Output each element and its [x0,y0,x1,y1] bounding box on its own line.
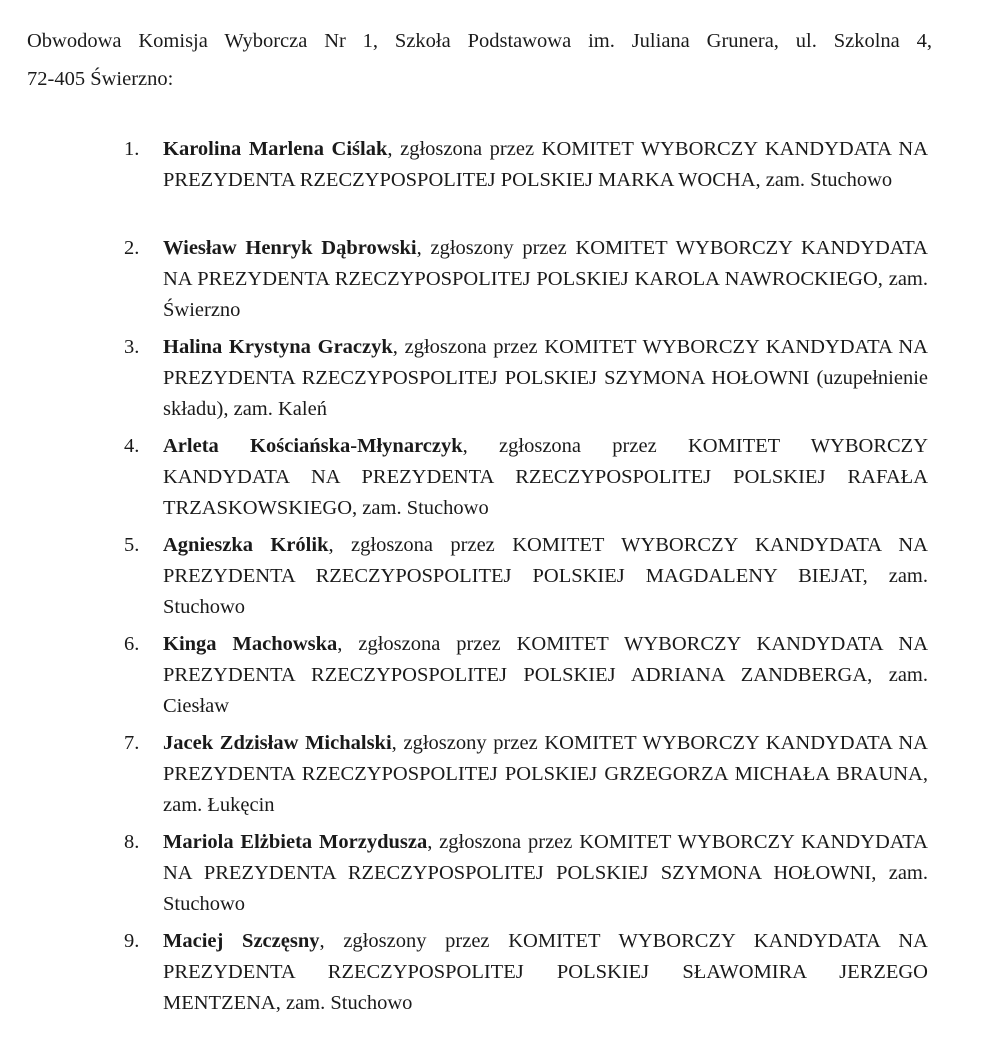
list-item-number: 3. [124,336,140,358]
list-item-number: 5. [124,534,140,556]
list-item [0,728,1000,827]
list-item-text [163,332,928,425]
candidate-details: , zgłoszona przez KOMITET WYBORCZY KANDYDATA NA PREZYDENTA RZECZYPOSPOLITEJ POLSKIEJ SZYMONA HOŁOWNI (uzupełnienie składu), zam. Kaleń [163,336,928,420]
candidate-name: Mariola Elżbieta Morzydusza [163,831,428,853]
candidate-details: , zgłoszony przez KOMITET WYBORCZY KANDYDATA NA PREZYDENTA RZECZYPOSPOLITEJ POLSKIEJ KAROLA NAWROCKIEGO, zam. Świerzno [163,237,928,321]
list-item-text [163,134,928,196]
candidate-name: Halina Krystyna Graczyk [163,336,393,358]
candidate-details: , zgłoszona przez KOMITET WYBORCZY KANDYDATA NA PREZYDENTA RZECZYPOSPOLITEJ POLSKIEJ MARKA WOCHA, zam. Stuchowo [163,138,928,191]
candidate-name: Maciej Szczęsny [163,930,320,952]
list-item [0,926,1000,1025]
list-item-number: 2. [124,237,140,259]
candidate-details: , zgłoszony przez KOMITET WYBORCZY KANDYDATA NA PREZYDENTA RZECZYPOSPOLITEJ POLSKIEJ GRZEGORZA MICHAŁA BRAUNA, zam. Łukęcin [163,732,928,816]
list-item-text [163,233,928,326]
candidate-name: Agnieszka Królik [163,534,329,556]
list-item-text [163,827,928,920]
candidate-details: , zgłoszona przez KOMITET WYBORCZY KANDYDATA NA PREZYDENTA RZECZYPOSPOLITEJ POLSKIEJ RAFAŁA TRZASKOWSKIEGO, zam. Stuchowo [163,435,929,519]
list-item-number: 1. [124,138,140,160]
list-item [0,629,1000,728]
candidate-name: Karolina Marlena Ciślak [163,138,388,160]
list-item [0,332,1000,431]
list-item [0,134,1000,233]
candidate-details: , zgłoszony przez KOMITET WYBORCZY KANDYDATA NA PREZYDENTA RZECZYPOSPOLITEJ POLSKIEJ SŁAWOMIRA JERZEGO MENTZENA, zam. Stuchowo [163,930,928,1014]
list-item-text [163,431,928,524]
list-item-number: 6. [124,633,140,655]
candidate-name: Jacek Zdzisław Michalski [163,732,392,754]
list-item-number: 8. [124,831,140,853]
list-item-text [163,530,928,623]
list-item-number: 4. [124,435,140,457]
candidate-name: Wiesław Henryk Dąbrowski [163,237,417,259]
candidate-name: Kinga Machowska [163,633,338,655]
list-item-text [163,926,928,1019]
commission-address-line-2: 72-405 Świerzno: [27,68,174,90]
list-item [0,431,1000,530]
list-item-text [163,728,928,821]
candidate-details: , zgłoszona przez KOMITET WYBORCZY KANDYDATA NA PREZYDENTA RZECZYPOSPOLITEJ POLSKIEJ ADRIANA ZANDBERGA, zam. Ciesław [163,633,928,717]
candidate-details: , zgłoszona przez KOMITET WYBORCZY KANDYDATA NA PREZYDENTA RZECZYPOSPOLITEJ POLSKIEJ SZYMONA HOŁOWNI, zam. Stuchowo [163,831,928,915]
list-item [0,530,1000,629]
candidate-name: Arleta Kościańska-Młynarczyk [163,435,463,457]
list-item [0,233,1000,332]
list-item-text [163,629,928,722]
candidate-list [0,134,1000,1025]
commission-address [27,22,932,98]
list-item-number: 9. [124,930,140,952]
commission-address-line-1: Obwodowa Komisja Wyborcza Nr 1, Szkoła Podstawowa im. Juliana Grunera, ul. Szkolna 4, [27,30,932,52]
list-item [0,827,1000,926]
candidate-details: , zgłoszona przez KOMITET WYBORCZY KANDYDATA NA PREZYDENTA RZECZYPOSPOLITEJ POLSKIEJ MAGDALENY BIEJAT, zam. Stuchowo [163,534,928,618]
list-item-number: 7. [124,732,140,754]
